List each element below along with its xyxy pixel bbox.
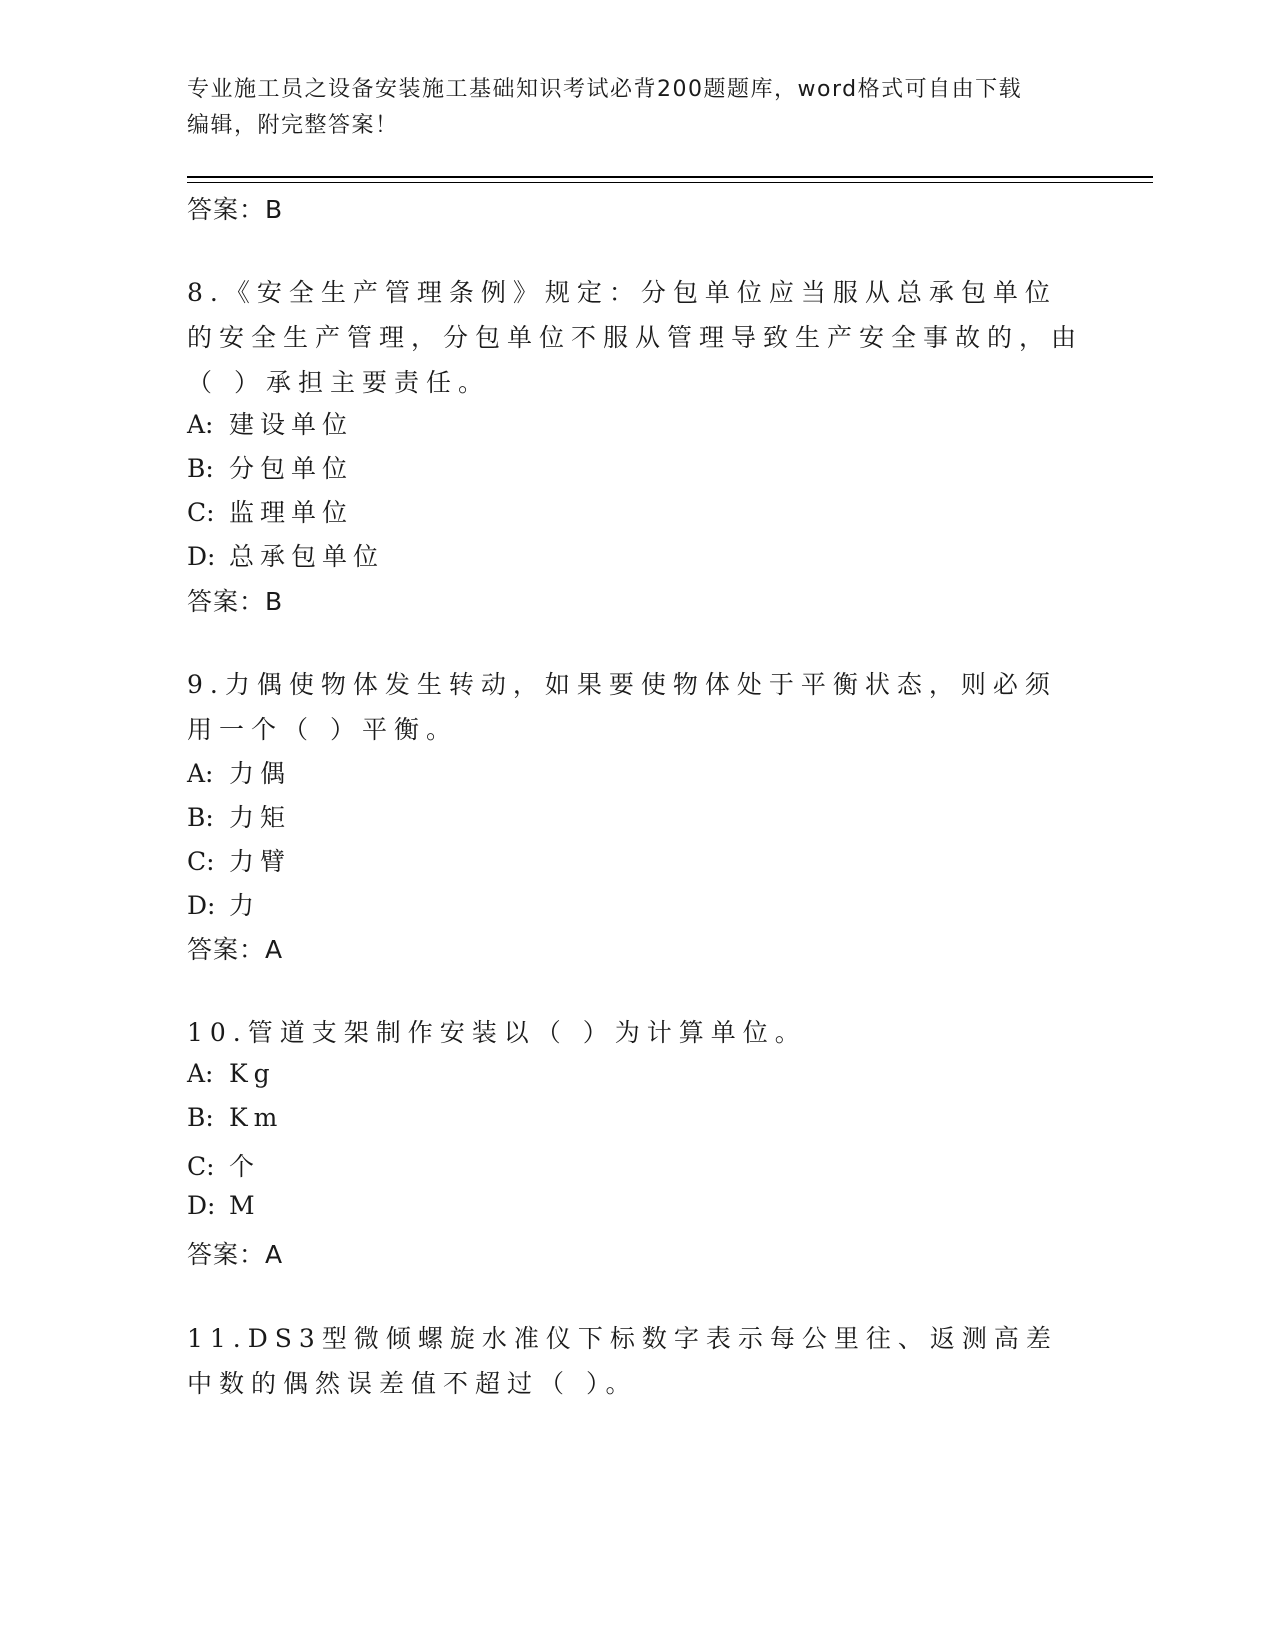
option-letter: D:	[187, 891, 216, 920]
option-letter: B:	[187, 803, 214, 832]
option-letter: A:	[187, 1059, 214, 1088]
question-10-option-b	[187, 1103, 283, 1132]
option-text: 力	[229, 891, 261, 920]
header-line-2: 编辑，附完整答案！	[187, 113, 399, 138]
option-text: M	[229, 1191, 261, 1220]
option-text: 力矩	[229, 803, 292, 832]
option-text: Kg	[229, 1059, 276, 1088]
question-8-option-b	[187, 449, 353, 485]
question-8-option-c	[187, 493, 353, 529]
question-9-answer: 答案：A	[187, 935, 284, 964]
question-9-stem: 9.力偶使物体发生转动，如果要使物体处于平衡状态，则必须用一个（ ）平衡。	[187, 670, 1057, 744]
question-10-option-d	[187, 1191, 261, 1220]
option-text: 个	[229, 1152, 261, 1181]
option-letter: A:	[187, 410, 214, 439]
option-letter: B:	[187, 454, 214, 483]
document-header	[187, 72, 1067, 144]
option-letter: B:	[187, 1103, 214, 1132]
option-text: 建设单位	[229, 410, 354, 439]
question-10-stem: 10.管道支架制作安装以（ ）为计算单位。	[187, 1018, 807, 1047]
question-8-stem: 8.《安全生产管理条例》规定：分包单位应当服从总承包单位的安全生产管理，分包单位不服从管理导致生产安全事故的，由（ ）承担主要责任。	[187, 278, 1084, 397]
option-letter: C:	[187, 498, 215, 527]
question-10-answer: 答案：A	[187, 1240, 284, 1269]
option-letter: D:	[187, 1191, 216, 1220]
option-text: 监理单位	[229, 498, 354, 527]
question-8-option-a	[187, 405, 353, 441]
question-10-option-c	[187, 1147, 260, 1183]
header-line-1: 专业施工员之设备安装施工基础知识考试必背200题题库，word格式可自由下载	[187, 77, 1023, 102]
option-text: 力偶	[229, 759, 292, 788]
question-9-option-a	[187, 754, 291, 790]
previous-answer: 答案：B	[187, 195, 284, 224]
option-text: 分包单位	[229, 454, 354, 483]
question-8-option-d	[187, 537, 384, 573]
option-letter: A:	[187, 759, 214, 788]
option-text: 力臂	[229, 847, 292, 876]
header-rule-thick	[187, 176, 1153, 178]
header-rule-thin	[187, 182, 1153, 183]
option-letter: C:	[187, 1152, 215, 1181]
question-9-option-d	[187, 886, 260, 922]
question-11-stem: 11.DS3型微倾螺旋水准仪下标数字表示每公里往、返测高差中数的偶然误差值不超过（ ）。	[187, 1324, 1058, 1398]
question-9-option-c	[187, 842, 291, 878]
option-text: Km	[229, 1103, 284, 1132]
question-10-option-a	[187, 1059, 276, 1088]
question-8-answer: 答案：B	[187, 587, 284, 616]
question-9-option-b	[187, 798, 291, 834]
option-letter: C:	[187, 847, 215, 876]
option-text: 总承包单位	[229, 542, 385, 571]
option-letter: D:	[187, 542, 216, 571]
